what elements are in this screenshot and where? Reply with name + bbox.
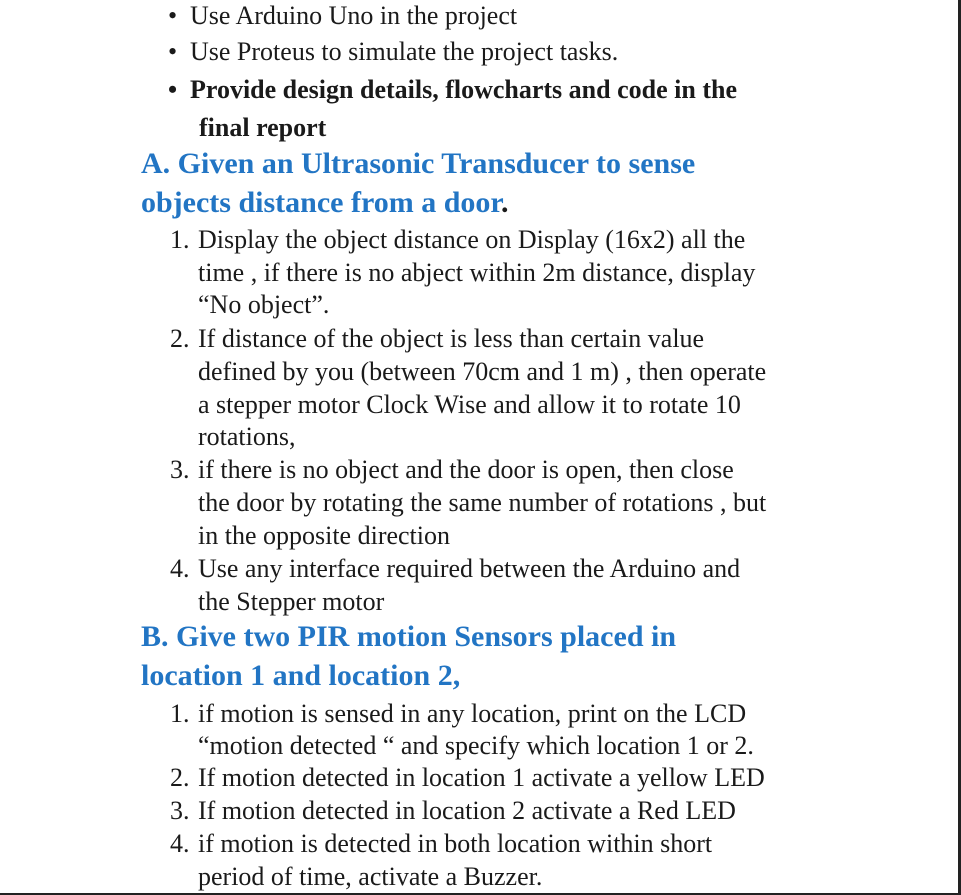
bullet-dot-icon: • (168, 1, 178, 30)
section-a-heading-line2: objects distance from a door. (141, 186, 509, 219)
bullet-dot-icon: • (168, 75, 178, 104)
section-a-list-item: 4. Use any interface required between the Arduino and (170, 554, 741, 583)
section-a-list-item-line: the door by rotating the same number of rotations , but (198, 488, 767, 517)
section-b-list-item: 1. if motion is sensed in any location, print on the LCD (170, 699, 747, 728)
section-a-heading: A. Given an Ultrasonic Transducer to sense (141, 147, 696, 180)
section-b-list-item-line: “motion detected “ and specify which location 1 or 2. (198, 731, 754, 760)
section-b-list-item: 3. If motion detected in location 2 activate a Red LED (170, 796, 736, 825)
bullet-item: • Use Arduino Uno in the project (168, 1, 518, 30)
section-a-list-item-line: the Stepper motor (198, 587, 385, 616)
section-a-list-item-line: “No object”. (198, 290, 330, 319)
section-a-list-item-line: a stepper motor Clock Wise and allow it to rotate 10 (198, 390, 741, 419)
section-a-list-item: 3. if there is no object and the door is open, then close (170, 455, 734, 484)
bullet-item: • Provide design details, flowcharts and code in the (168, 75, 737, 104)
bullet-item: • Use Proteus to simulate the project tasks. (168, 37, 619, 66)
section-a-list-item-line: time , if there is no abject within 2m distance, display (198, 258, 756, 287)
section-b-list-item: 2. If motion detected in location 1 activate a yellow LED (170, 763, 765, 792)
section-a-list-item: 2. If distance of the object is less than certain value (170, 324, 705, 353)
bullet-item-continuation: final report (199, 113, 327, 142)
section-a-list-item-line: in the opposite direction (198, 521, 451, 550)
section-b-heading: B. Give two PIR motion Sensors placed in (141, 620, 677, 653)
section-a-list-item: 1. Display the object distance on Display (16x2) all the (170, 225, 746, 254)
section-b-list-item-line: period of time, activate a Buzzer. (198, 862, 543, 891)
bullet-dot-icon: • (168, 37, 178, 66)
section-b-list-item: 4. if motion is detected in both location within short (170, 829, 713, 858)
section-a-list-item-line: defined by you (between 70cm and 1 m) , then operate (198, 357, 767, 386)
section-b-heading-line2: location 1 and location 2, (141, 659, 461, 692)
section-a-list-item-line: rotations, (198, 422, 296, 451)
